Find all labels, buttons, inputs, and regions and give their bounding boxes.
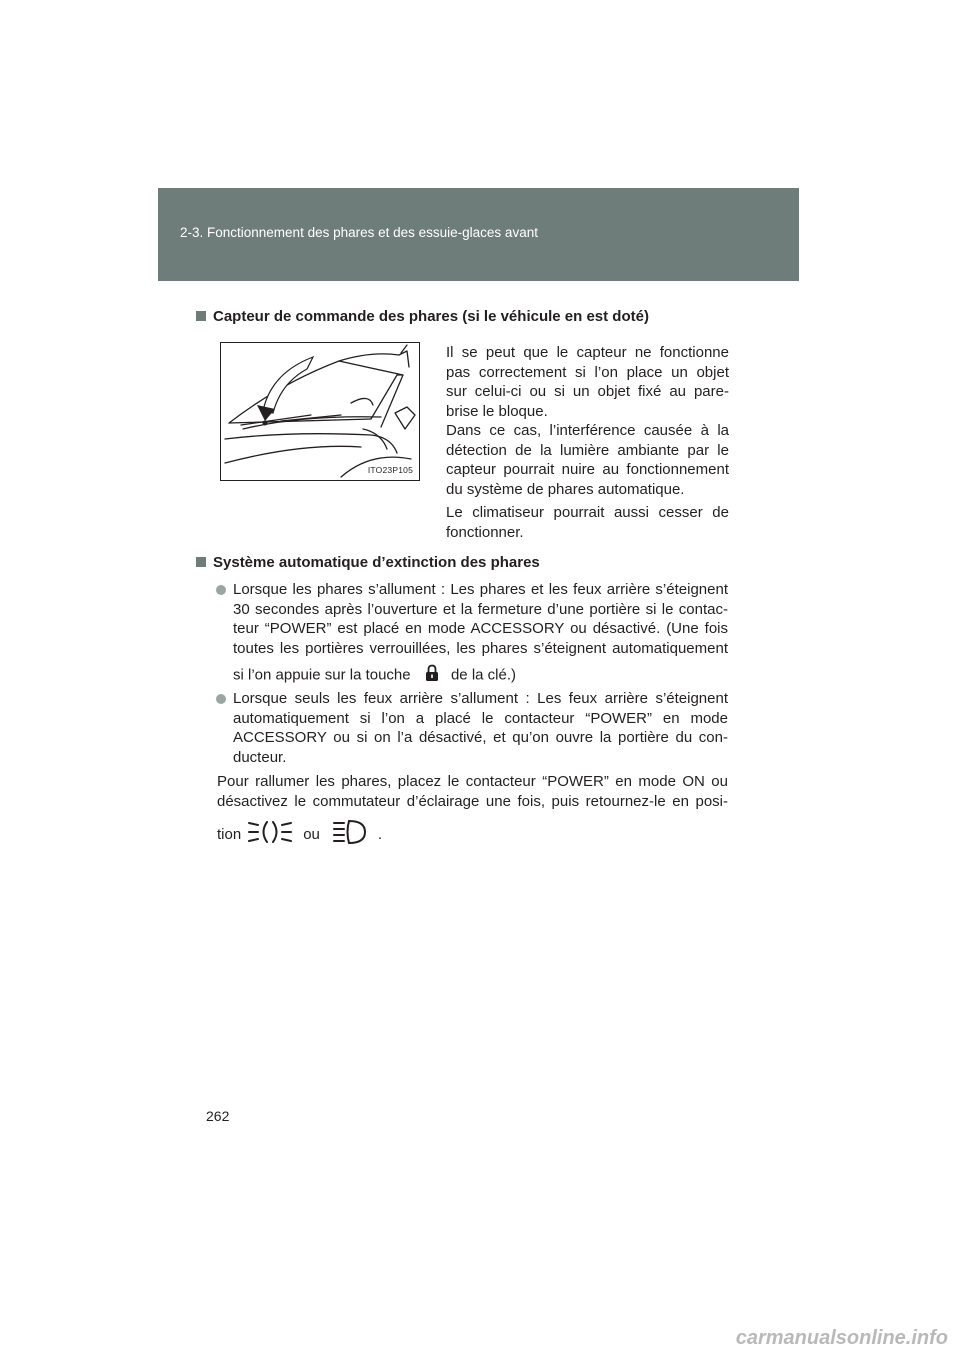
- text-line: désactivez le commutateur d’éclairage une fois, puis retournez-le en posi-: [217, 792, 728, 810]
- tail-light-icon: [247, 819, 293, 851]
- windshield-sensor-illustration: [220, 342, 420, 481]
- text-fragment: de la clé.): [450, 666, 517, 684]
- car-windshield-drawing: [221, 343, 418, 479]
- text-line: du système de phares automatique.: [446, 480, 685, 498]
- sensor-paragraph-1: [446, 343, 729, 499]
- text-line: Dans ce cas, l’interférence causée à la: [446, 422, 729, 439]
- text-fragment: ou: [303, 826, 320, 843]
- section-heading-text: Capteur de commande des phares (si le véhicule en est doté): [213, 308, 649, 325]
- text-line: 30 secondes après l’ouverture et la fermeture d’une portière si le contac-: [233, 600, 728, 618]
- page-number: 262: [206, 1108, 230, 1124]
- headlight-icon: [332, 819, 366, 851]
- bullet-headlights-on: [233, 580, 728, 688]
- text-line: ducteur.: [233, 748, 287, 766]
- bullet-dot-icon: [216, 694, 226, 704]
- text-line: Lorsque seuls les feux arrière s’allument : Les feux arrière s’éteignent: [233, 690, 728, 707]
- chapter-header: [158, 188, 799, 281]
- section-heading-sensor: [196, 308, 649, 325]
- sensor-paragraph-2: [446, 503, 729, 542]
- bullet-tail-lights-on: [233, 689, 728, 767]
- text-line: teur “POWER” est placé en mode ACCESSORY ou désactivé. (Une fois: [233, 620, 728, 637]
- bullet-dot-icon: [216, 585, 226, 595]
- section-heading-text: Système automatique d’extinction des phares: [213, 554, 540, 571]
- watermark: carmanualsonline.info: [735, 1327, 948, 1349]
- text-line: ACCESSORY ou si on l’a désactivé, et qu’on ouvre la portière du con-: [233, 729, 728, 746]
- text-line: capteur pourrait nuire au fonctionnement: [446, 461, 729, 478]
- text-line: automatiquement si l’on a placé le contacteur “POWER” en mode: [233, 709, 728, 727]
- text-line: Le climatiseur pourrait aussi cesser de: [446, 504, 729, 521]
- text-fragment: si l’on appuie sur la touche: [233, 666, 411, 684]
- figure-id: ITO23P105: [367, 465, 413, 475]
- section-heading-auto-off: [196, 554, 540, 571]
- text-line: Lorsque les phares s’allument : Les phares et les feux arrière s’éteignent: [233, 581, 728, 598]
- text-line: sur celui-ci ou si un objet fixé au pare-: [446, 383, 729, 400]
- lock-icon: [425, 664, 439, 688]
- relight-paragraph: [217, 772, 728, 851]
- text-line: brise le bloque.: [446, 402, 548, 420]
- text-line: Il se peut que le capteur ne fonctionne: [446, 344, 729, 361]
- square-bullet-icon: [196, 311, 206, 321]
- text-line: fonctionner.: [446, 523, 524, 541]
- square-bullet-icon: [196, 557, 206, 567]
- text-line: Pour rallumer les phares, placez le contacteur “POWER” en mode ON ou: [217, 773, 728, 790]
- text-line-with-icon: [233, 664, 728, 688]
- text-fragment: tion: [217, 826, 242, 843]
- text-line: toutes les portières verrouillées, les phares s’éteignent automatiquement: [233, 639, 728, 657]
- text-line-with-icons: [217, 819, 728, 851]
- text-fragment: .: [377, 826, 383, 843]
- text-line: détection de la lumière ambiante par le: [446, 441, 729, 459]
- chapter-title: 2-3. Fonctionnement des phares et des essuie-glaces avant: [180, 225, 538, 240]
- text-line: pas correctement si l’on place un objet: [446, 363, 729, 381]
